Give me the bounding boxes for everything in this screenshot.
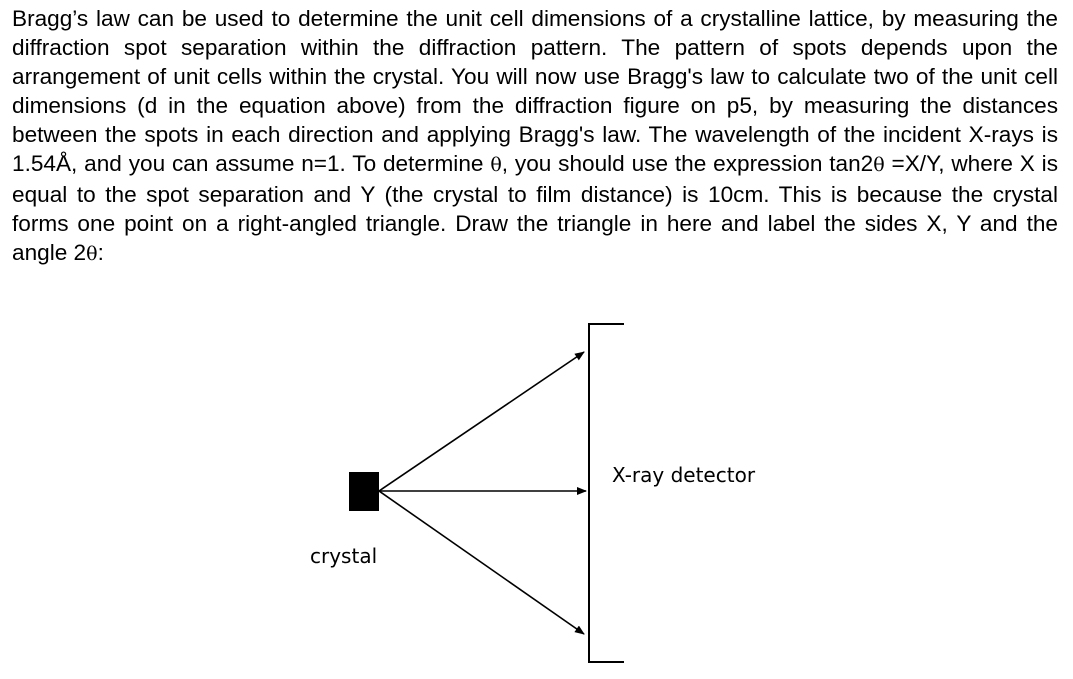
paragraph-text-4: : — [97, 240, 104, 265]
paragraph-text-2: , you should use the expression tan2 — [501, 151, 874, 176]
theta-symbol: θ — [86, 243, 98, 265]
crystal-label: crystal — [310, 544, 378, 568]
detector-label: X-ray detector — [612, 463, 756, 487]
upper-diffracted-beam — [379, 352, 584, 491]
theta-symbol: θ — [873, 154, 885, 176]
crystal-block — [349, 472, 379, 511]
paragraph-text-3: =X/Y, where X is equal to the spot separation and Y (the crystal to film distance) is 10cm. This is because the crystal forms one point on a right-angled triangle. Draw the triangle in here and label the sides X, Y and the angle 2 — [12, 151, 1058, 265]
lower-diffracted-beam — [379, 491, 584, 634]
detector-bracket — [589, 324, 624, 662]
paragraph-text-1: Bragg’s law can be used to determine the unit cell dimensions of a crystalline lattice, by measuring the diffraction spot separation within the diffraction pattern. The pattern of spots depends upon the arrangement of unit cells within the crystal. You will now use Bragg's law to calculate two of the unit cell dimensions (d in the equation above) from the diffraction figure on p5, by measuring the distances between the spots in each direction and applying Bragg's law. The wavelength of the incident X-rays is 1.54Å, and you can assume n=1. To determine — [12, 6, 1058, 176]
theta-symbol: θ — [490, 154, 502, 176]
